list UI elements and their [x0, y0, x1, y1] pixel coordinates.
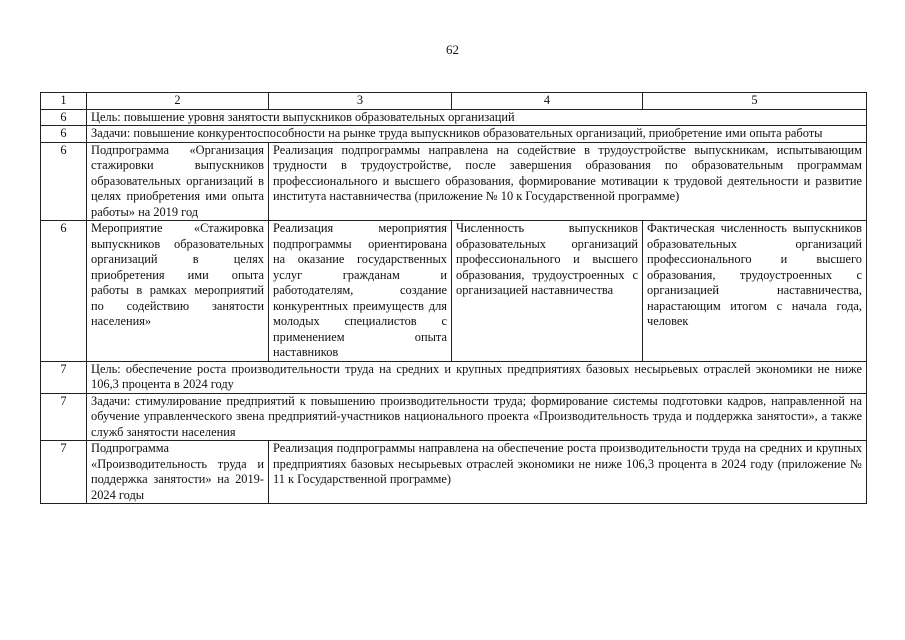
table-row	[41, 109, 867, 126]
header-cell: 4	[452, 93, 643, 110]
header-cell: 2	[87, 93, 269, 110]
table-row	[41, 221, 867, 362]
row-number: 6	[41, 221, 87, 362]
table-row	[41, 142, 867, 221]
header-cell: 3	[269, 93, 452, 110]
table-row	[41, 393, 867, 441]
table-row	[41, 361, 867, 393]
page-number: 62	[446, 42, 459, 57]
row-number: 6	[41, 126, 87, 143]
row-number: 6	[41, 142, 87, 221]
indicator-definition-cell: Фактическая численность выпускников образовательных организаций профессионального и высшего образования, трудоустроенных с организацией наставничества, нарастающим итогом с начала года, человек	[643, 221, 867, 362]
program-table	[40, 92, 867, 504]
tasks-cell: Задачи: повышение конкурентоспособности на рынке труда выпускников образовательных организаций, приобретение ими опыта работы	[87, 126, 867, 143]
subprogram-name-cell: Подпрограмма «Производительность труда и поддержка занятости» на 2019-2024 годы	[87, 441, 269, 504]
table-row	[41, 126, 867, 143]
measure-description-cell: Реализация мероприятия подпрограммы ориентирована на оказание государственных услуг гражданам и работодателям, создание конкурентных преимуществ для молодых специалистов с применением опыта наставников	[269, 221, 452, 362]
row-number: 7	[41, 361, 87, 393]
subprogram-description-cell: Реализация подпрограммы направлена на обеспечение роста производительности труда на средних и крупных предприятиях базовых несырьевых отраслей экономики не ниже 106,3 процента в 2024 году (приложение № 11 к Государственной программе)	[269, 441, 867, 504]
indicator-cell: Численность выпускников образовательных организаций профессионального и высшего образования, трудоустроенных с организацией наставничества	[452, 221, 643, 362]
subprogram-name-cell: Подпрограмма «Организация стажировки выпускников образовательных организаций в целях приобретения ими опыта работы» на 2019 год	[87, 142, 269, 221]
row-number: 6	[41, 109, 87, 126]
header-cell: 1	[41, 93, 87, 110]
row-number: 7	[41, 393, 87, 441]
row-number: 7	[41, 441, 87, 504]
measure-name-cell: Мероприятие «Стажировка выпускников образовательных организаций в целях приобретения ими опыта работы в рамках мероприятий по содействию занятости населения»	[87, 221, 269, 362]
table-header-row	[41, 93, 867, 110]
subprogram-description-cell: Реализация подпрограммы направлена на содействие в трудоустройстве выпускникам, испытывающим трудности в трудоустройстве, после завершения образования по образовательным программам профессионального и высшего образования, формирование мотивации к трудовой деятельности и развитие института наставничества (приложение № 10 к Государственной программе)	[269, 142, 867, 221]
header-cell: 5	[643, 93, 867, 110]
tasks-cell: Задачи: стимулирование предприятий к повышению производительности труда; формирование системы подготовки кадров, направленной на обучение управленческого звена предприятий-участников национального проекта «Производительность труда и поддержка занятости», а также служб занятости населения	[87, 393, 867, 441]
goal-cell: Цель: обеспечение роста производительности труда на средних и крупных предприятиях базовых несырьевых отраслей экономики не ниже 106,3 процента в 2024 году	[87, 361, 867, 393]
goal-cell: Цель: повышение уровня занятости выпускников образовательных организаций	[87, 109, 867, 126]
table-row	[41, 441, 867, 504]
